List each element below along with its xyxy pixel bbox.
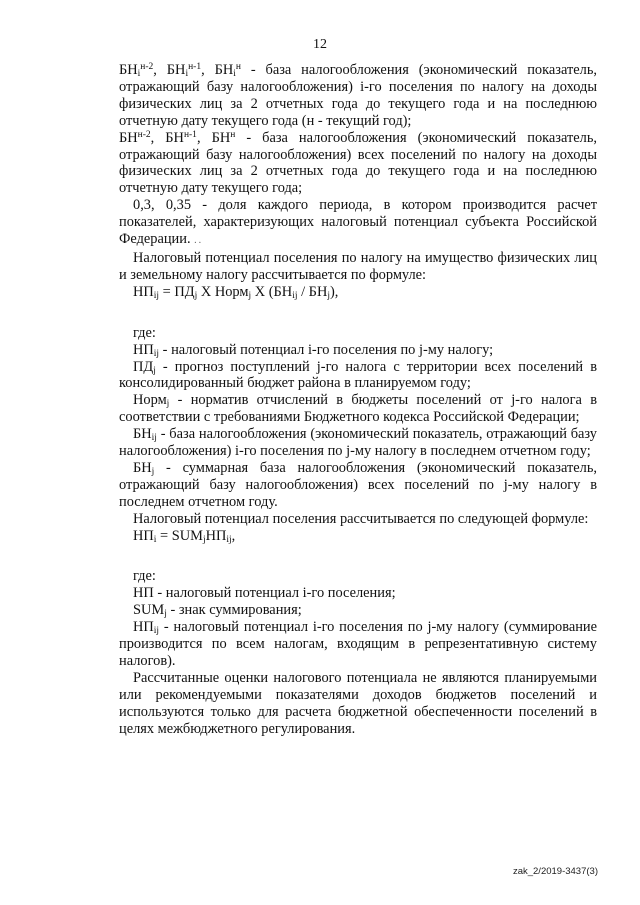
paragraph-bn-all: $БН^{н-2}$, $БН^{н-1}$, $БН^н$ - база налогообложения (экономический показатель, отражающий базу налогообложения) всех поселений по налогу на доходы физических лиц за 2 отчетных года до текущего года и на последнюю отчетную дату текущего года;: [119, 129, 598, 197]
paragraph-shares: 0,3, 0,35 - доля каждого периода, в котором производится расчет показателей, характеризующих налоговый потенциал субъекта Российской Федерации. ..: [119, 197, 597, 248]
var-bn: БН: [166, 62, 186, 78]
scan-mark: ..: [194, 235, 204, 247]
paragraph-property-tax-intro: Налоговый потенциал поселения по налогу на имущество физических лиц и земельному налогу рассчитывается по формуле:: [119, 249, 597, 283]
document-body: [119, 62, 597, 738]
var-bn: БН: [211, 129, 231, 146]
formula-np-ij: $НП_{ij} = ПД_j$ Х Норм$_j$ Х $(БН_{ij} / БН_j)$,: [133, 283, 339, 301]
definition-sum-j: $SUM_j$ - знак суммирования;: [133, 602, 302, 620]
paragraph-conclusion: Рассчитанные оценки налогового потенциала не являются планируемыми или рекомендуемыми показателями доходов бюджетов поселений и используются только для расчета бюджетной обеспеченности поселений в целях межбюджетного регулирования.: [119, 669, 597, 737]
var-bn: БН: [119, 62, 138, 78]
document-code: zak_2/2019-3437(3): [512, 866, 598, 877]
definition-bn-ij: $БН_{ij}$ - база налогообложения (экономический показатель, отражающий базу налогообложения) i-го поселения по j-му налогу в последнем отчетном году;: [119, 426, 597, 460]
paragraph-text: - база налогообложения (экономический показатель, отражающий базу налогообложения) i-го поселения по налогу на доходы физических лиц за 2 отчетных года до текущего года и на последнюю отчетную дату текущего года (н - текущий год);: [119, 62, 597, 129]
paragraph-potential-formula-intro: Налоговый потенциал поселения рассчитывается по следующей формуле:: [133, 510, 589, 527]
formula-np-i: $НП_i = SUM_jНП_{ij}$,: [133, 527, 236, 545]
definition-np: НП - налоговый потенциал i-го поселения;: [133, 585, 396, 602]
where-label: где:: [133, 568, 156, 585]
definition-np-ij: $НП_{ij}$ - налоговый потенциал i-го поселения по j-му налогу;: [133, 341, 494, 359]
definition-pd-j: $ПД_j$ - прогноз поступлений j-го налога с территории всех поселений в консолидированный бюджет района в планируемом году;: [119, 358, 597, 392]
var-bn: БН: [119, 129, 138, 146]
var-bn: БН: [165, 129, 184, 146]
where-label: где:: [133, 324, 156, 341]
definition-bn-j: $БН_j$ - суммарная база налогообложения (экономический показатель, отражающий базу налогообложения) всех поселений по j-му налогу в последнем отчетном году.: [119, 459, 597, 510]
definition-norm-j: Норм$_j$ - норматив отчислений в бюджеты поселений от j-го налога в соответствии с требованиями Бюджетного кодекса Российской Федерации;: [119, 392, 597, 426]
page-number: 12: [313, 37, 327, 52]
definition-np-ij-sum: $НП_{ij}$ - налоговый потенциал i-го поселения по j-му налогу (суммирование производится по всем налогам, входящим в репрезентативную систему налогов).: [119, 619, 597, 669]
paragraph-text: - база налогообложения (экономический показатель, отражающий базу налогообложения) всех поселений по налогу на доходы физических лиц за 2 отчетных года до текущего года и на последнюю отчетную дату текущего года;: [119, 129, 598, 197]
spacer: [119, 301, 597, 325]
var-bn: БН: [214, 62, 234, 78]
paragraph-bn-i: $БН_i^{н-2}$, $БН_i^{н-1}$, $БН_i^н$ - база налогообложения (экономический показатель, отражающий базу налогообложения) i-го поселения по налогу на доходы физических лиц за 2 отчетных года до текущего года и на последнюю отчетную дату текущего года (н - текущий год);: [119, 62, 597, 129]
spacer: [119, 544, 597, 568]
